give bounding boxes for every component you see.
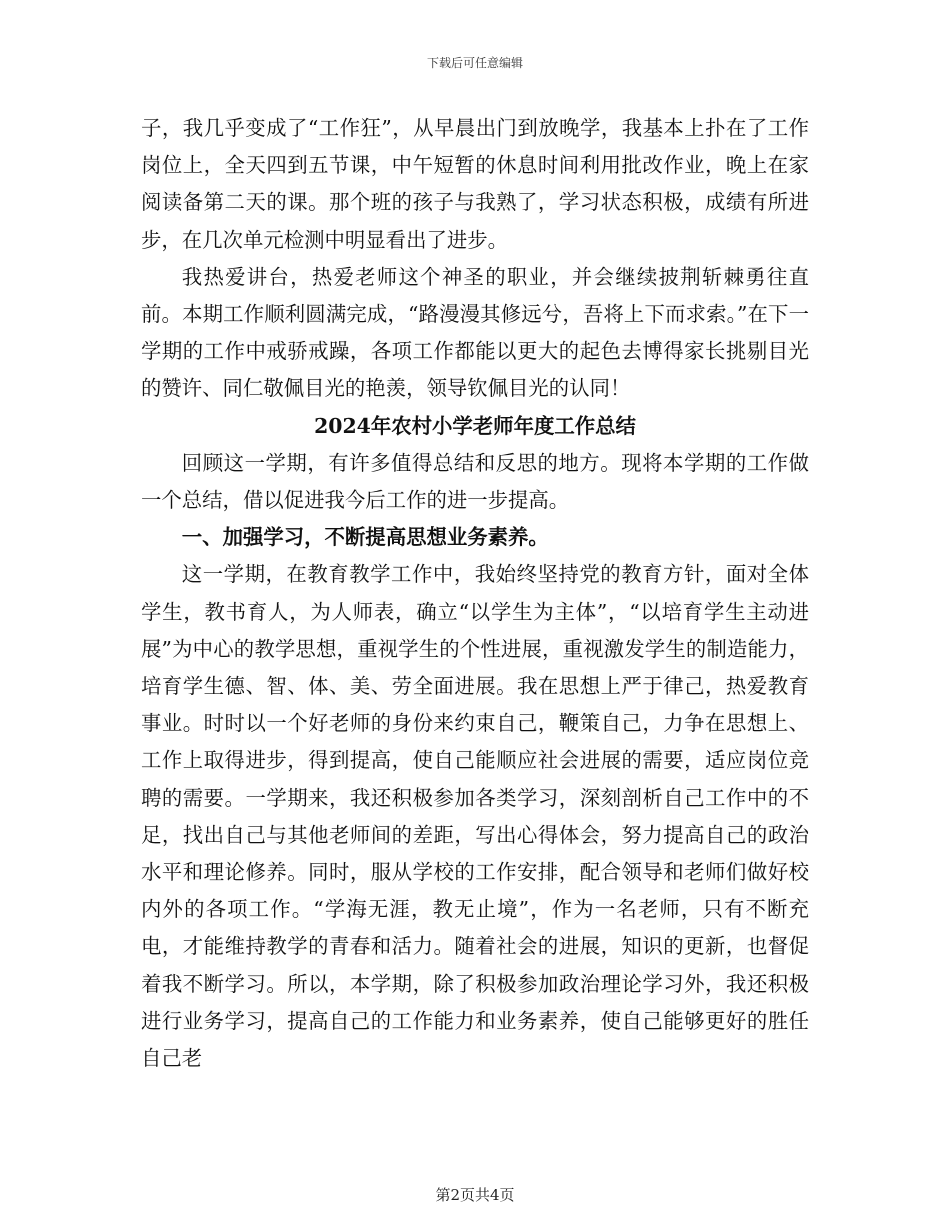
page-footer: 第2页共4页: [435, 1186, 515, 1204]
paragraph-intro: 回顾这一学期，有许多值得总结和反思的地方。现将本学期的工作做一个总结，借以促进我今后工作的进一步提高。: [141, 450, 809, 513]
paragraph-closing: 我热爱讲台，热爱老师这个神圣的职业，并会继续披荆斩棘勇往直前。本期工作顺利圆满完成，“路漫漫其修远兮，吾将上下而求索。”在下一学期的工作中戒骄戒躁，各项工作都能以更大的起色去博得家长挑剔目光的赞许、同仁敬佩目光的艳羡，领导钦佩目光的认同！: [141, 264, 809, 401]
document-body: [141, 110, 809, 1077]
page-header: 下载后可任意编辑: [426, 56, 523, 70]
section-heading: 一、加强学习，不断提高思想业务素养。: [181, 525, 549, 550]
paragraph-continued: 子，我几乎变成了“工作狂”，从早晨出门到放晚学，我基本上扑在了工作岗位上，全天四到五节课，中午短暂的休息时间利用批改作业，晚上在家阅读备第二天的课。那个班的孩子与我熟了，学习状态积极，成绩有所进步，在几次单元检测中明显看出了进步。: [141, 116, 809, 252]
document-title: 2024年农村小学老师年度工作总结: [314, 413, 636, 438]
paragraph-body: 这一学期，在教育教学工作中，我始终坚持党的教育方针，面对全体学生，教书育人，为人师表，确立“以学生为主体”，“以培育学生主动进展”为中心的教学思想，重视学生的个性进展，重视激发学生的制造能力，培育学生德、智、体、美、劳全面进展。我在思想上严于律己，热爱教育事业。时时以一个好老师的身份来约束自己，鞭策自己，力争在思想上、工作上取得进步，得到提高，使自己能顺应社会进展的需要，适应岗位竞聘的需要。一学期来，我还积极参加各类学习，深刻剖析自己工作中的不足，找出自己与其他老师间的差距，写出心得体会，努力提高自己的政治水平和理论修养。同时，服从学校的工作安排，配合领导和老师们做好校内外的各项工作。“学海无涯，教无止境”，作为一名老师，只有不断充电，才能维持教学的青春和活力。随着社会的进展，知识的更新，也督促着我不断学习。所以，本学期，除了积极参加政治理论学习外，我还积极进行业务学习，提高自己的工作能力和业务素养，使自己能够更好的胜任自己老: [141, 562, 809, 1071]
